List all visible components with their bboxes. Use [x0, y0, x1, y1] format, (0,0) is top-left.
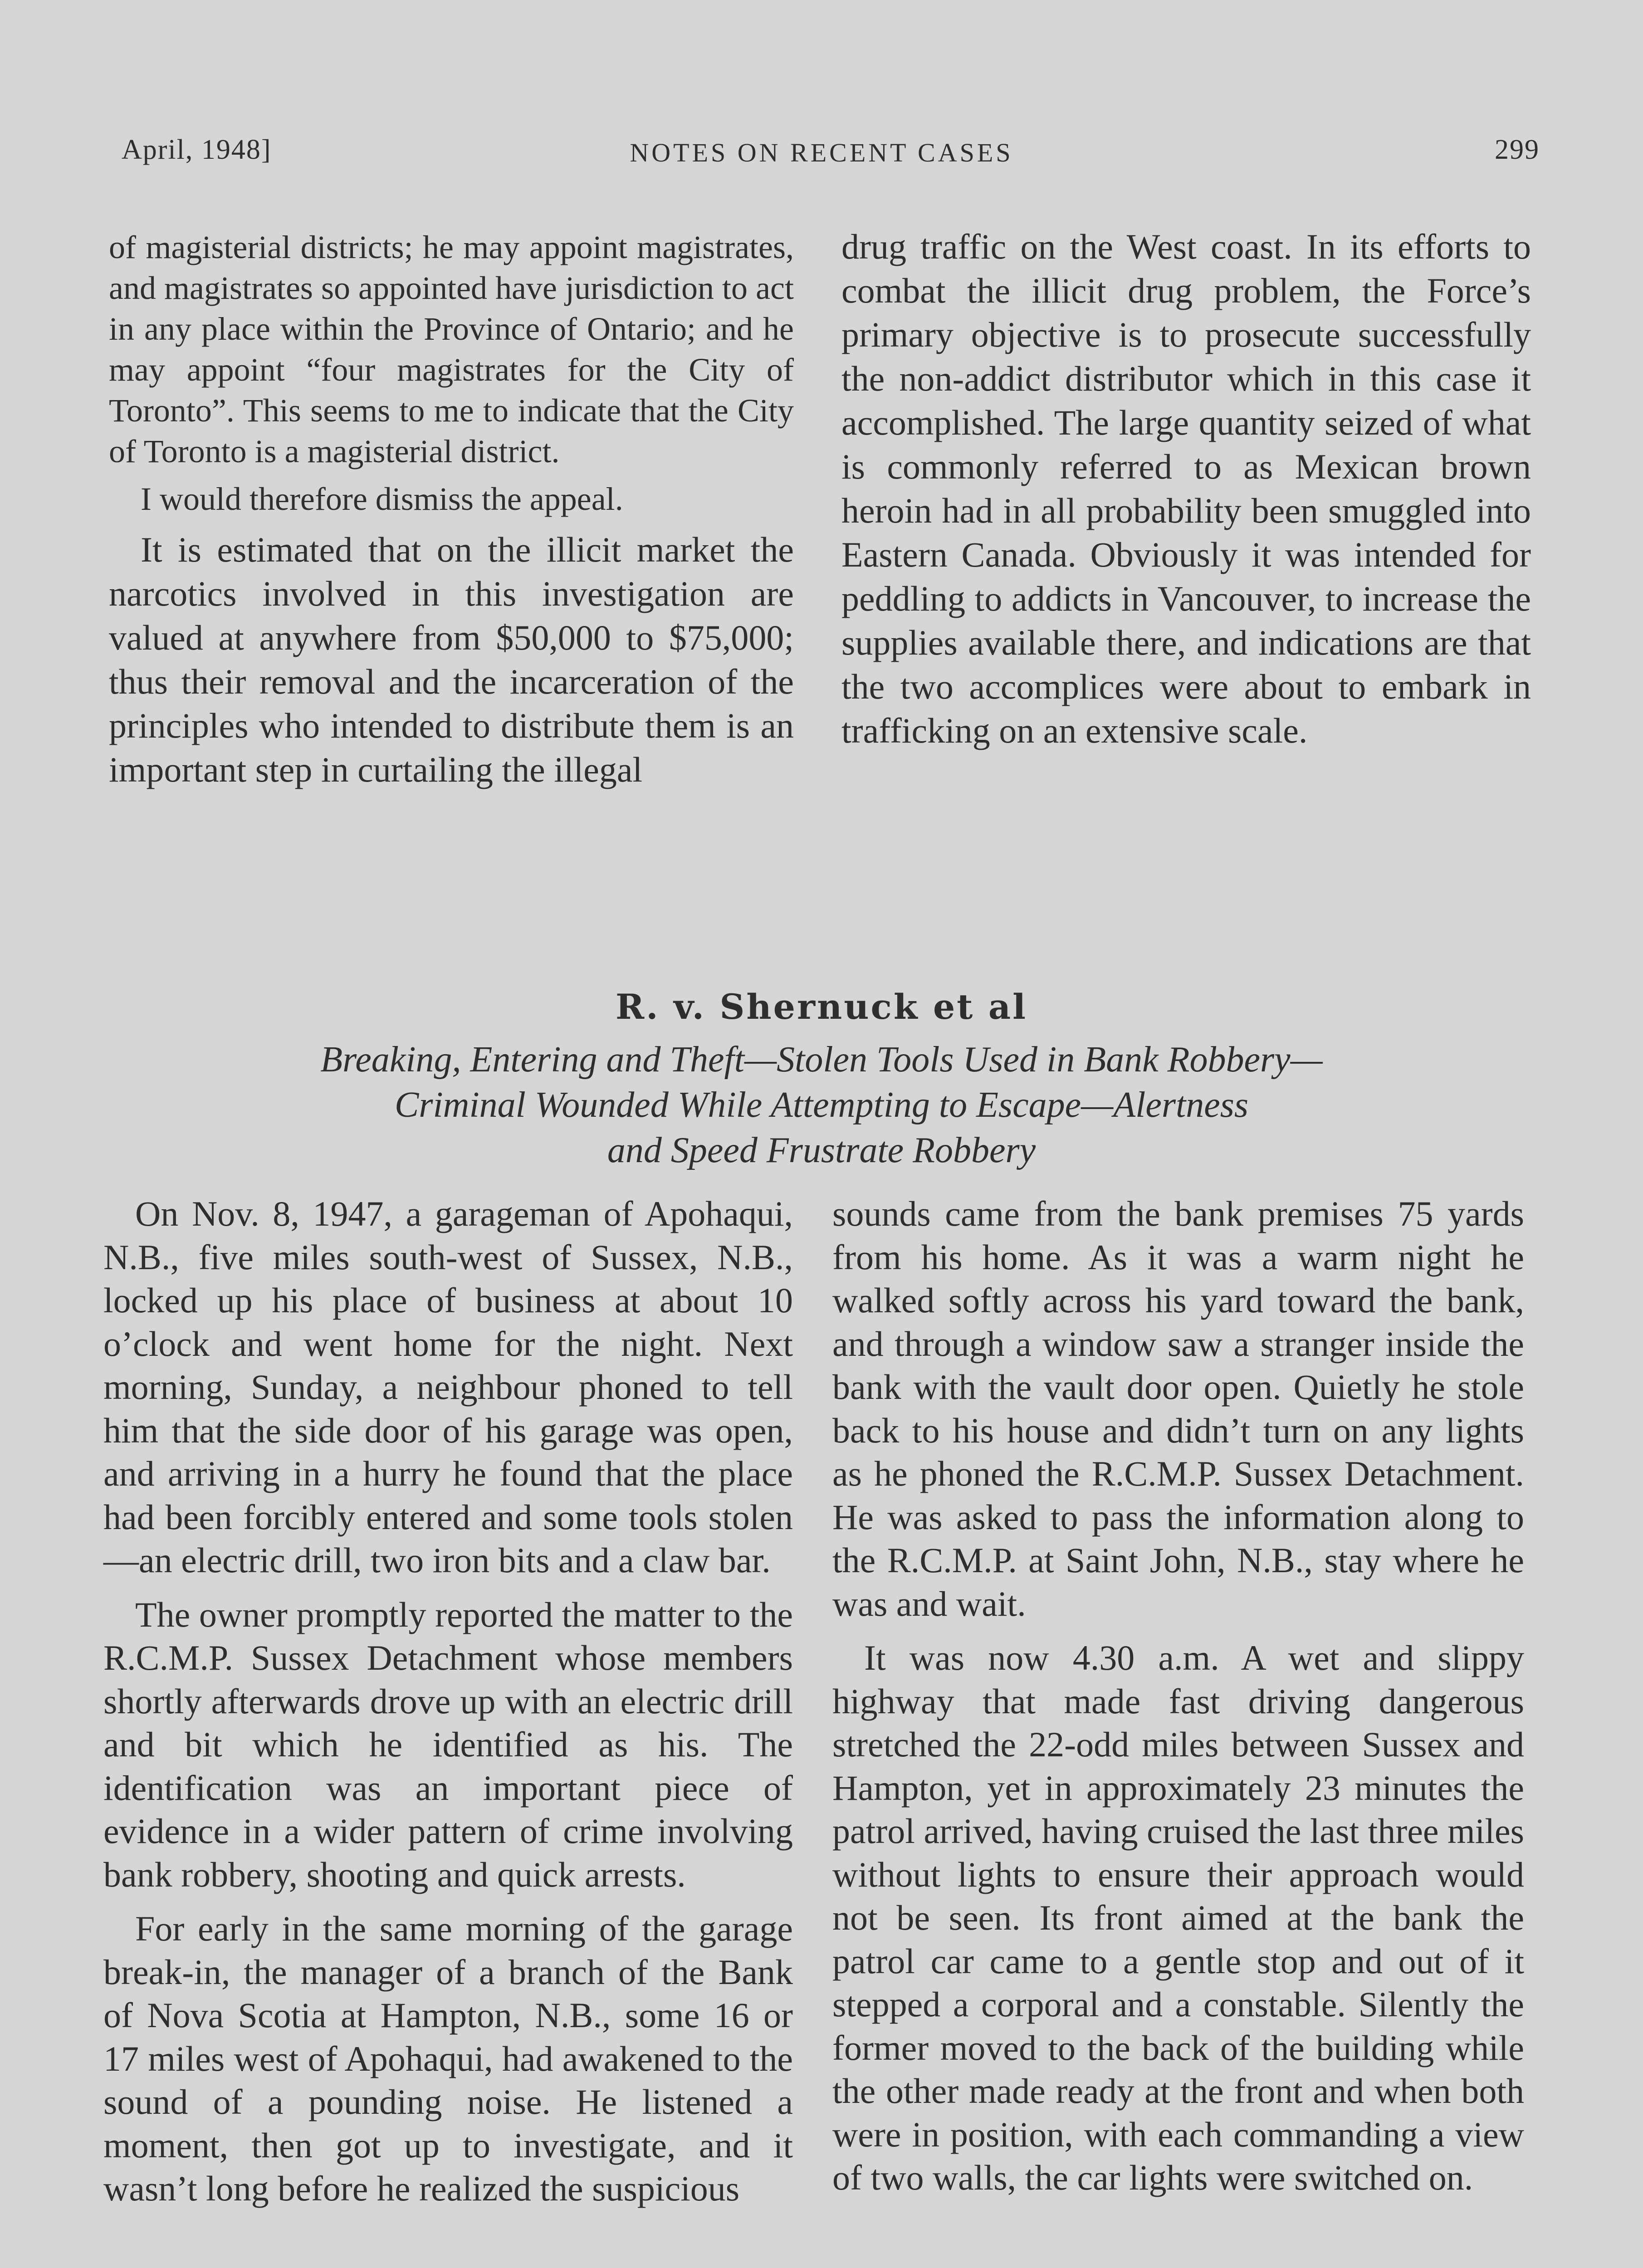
section-title: NOTES ON RECENT CASES — [630, 138, 1013, 167]
issue-date: April, 1948] — [122, 134, 272, 165]
column-bottom-right — [832, 1192, 1524, 2200]
paragraph: sounds came from the bank premises 75 yards from his home. As it was a warm night he walked softly across his yard toward the bank, and through a window saw a stranger inside the bank with the vault door open. Quietly he stole back to his house and didn’t turn on any lights as he phoned the R.C.M.P. Sussex Detachment. He was asked to pass the information along to the R.C.M.P. at Saint John, N.B., stay where he was and wait. — [832, 1194, 1524, 1623]
paragraph: drug traffic on the West coast. In its efforts to combat the illicit drug problem, the Force’s primary objective is to prosecute successfully the non-addict distributor which in this case it accomplished. The large quantity seized of what is commonly referred to as Mexican brown heroin had in all probability been smuggled into Eastern Canada. Obviously it was intended for peddling to addicts in Vancouver, to increase the supplies available there, and indications are that the two accomplices were about to embark in trafficking on an extensive scale. — [841, 227, 1531, 750]
case-subtitle-line: and Speed Frustrate Robbery — [607, 1130, 1036, 1170]
paragraph: For early in the same morning of the garage break-in, the manager of a branch of the Bank of Nova Scotia at Hampton, N.B., some 16 or 17 miles west of Apohaqui, had awakened to the sound of a pounding noise. He listened a moment, then got up to investigate, and it wasn’t long before he realized the suspicious — [103, 1909, 793, 2208]
running-head — [0, 134, 1643, 170]
paragraph: I would therefore dismiss the appeal. — [141, 481, 623, 517]
paragraph: of magisterial districts; he may appoint magistrates, and magistrates so appointed have jurisdiction to act in any place within the Province of Ontario; and he may appoint “four magistrates for the City of Toronto”. This seems to me to indicate that the City of Toronto is a magisterial district. — [109, 229, 794, 469]
paragraph: The owner promptly reported the matter to the R.C.M.P. Sussex Detachment whose members shortly afterwards drove up with an electric drill and bit which he identified as his. The identification was an important piece of evidence in a wider pattern of crime involving bank robbery, shooting and quick arrests. — [103, 1594, 793, 1894]
paragraph: It is estimated that on the illicit market the narcotics involved in this investigation are valued at anywhere from $50,000 to $75,000; thus their removal and the incarceration of the principles who intended to distribute them is an important step in curtailing the illegal — [109, 530, 794, 789]
case-subtitle-line: Breaking, Entering and Theft—Stolen Tools Used in Bank Robbery— — [320, 1040, 1323, 1080]
case-heading — [0, 984, 1643, 1173]
case-title: R. v. Shernuck et al — [616, 987, 1027, 1027]
column-top-right — [841, 225, 1531, 753]
case-subtitle — [209, 1037, 1434, 1173]
page-number: 299 — [1495, 134, 1540, 165]
column-bottom-left — [103, 1192, 793, 2210]
case-subtitle-line: Criminal Wounded While Attempting to Escape—Alertness — [394, 1085, 1249, 1125]
paragraph: On Nov. 8, 1947, a garageman of Apohaqui, N.B., five miles south-west of Sussex, N.B., locked up his place of business at about 10 o’clock and went home for the night. Next morning, Sunday, a neighbour phoned to tell him that the side door of his garage was open, and arriving in a hurry he found that the place had been forcibly entered and some tools stolen—an electric drill, two iron bits and a claw bar. — [103, 1194, 793, 1580]
paragraph: It was now 4.30 a.m. A wet and slippy highway that made fast driving dangerous stretched the 22-odd miles between Sussex and Hampton, yet in approximately 23 minutes the patrol arrived, having cruised the last three miles without lights to ensure their approach would not be seen. Its front aimed at the bank the patrol car came to a gentle stop and out of it stepped a corporal and a constable. Silently the former moved to the back of the building while the other made ready at the front and when both were in position, with each commanding a view of two walls, the car lights were switched on. — [832, 1638, 1524, 2197]
column-top-left — [109, 227, 794, 792]
